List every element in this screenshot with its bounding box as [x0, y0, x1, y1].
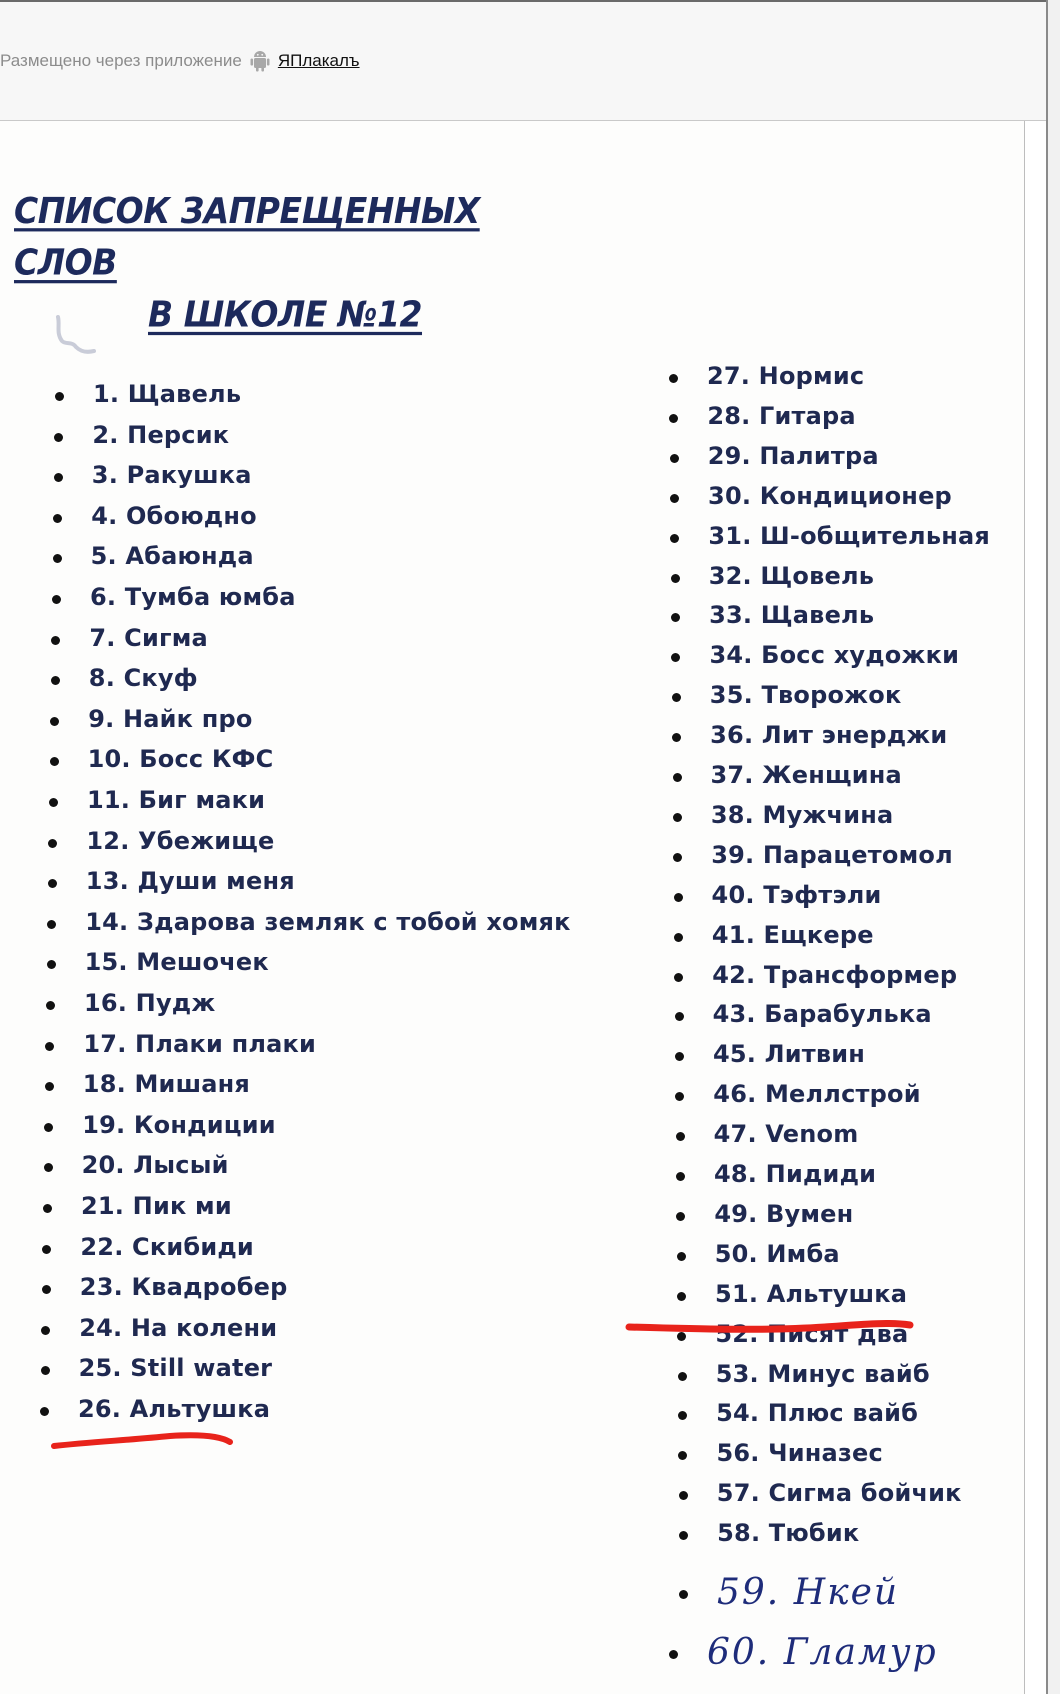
list-item: 28. Гитара	[707, 401, 856, 430]
list-item: 50. Имба	[714, 1239, 840, 1268]
list-item: 21. Пик ми	[81, 1192, 232, 1220]
red-marker-underline-left	[50, 1426, 235, 1456]
list-item: 10. Босс КФС	[87, 745, 274, 774]
list-item: 58. Тюбик	[717, 1519, 860, 1548]
red-marker-strikethrough-right	[625, 1313, 915, 1343]
list-item: 38. Мужчина	[710, 800, 894, 829]
list-item: 3. Ракушка	[91, 461, 252, 490]
list-item: 23. Квадробер	[79, 1273, 288, 1302]
list-item: 32. Щовель	[708, 561, 875, 590]
app-link[interactable]: ЯПлакалъ	[277, 51, 360, 70]
list-item: 24. На колени	[79, 1313, 278, 1342]
list-item: 12. Убежище	[86, 826, 275, 855]
list-item: 57. Сигма бойчик	[716, 1479, 962, 1508]
list-item: 4. Обоюдно	[91, 501, 257, 530]
list-item: 49. Вумен	[714, 1199, 854, 1228]
list-item: 46. Меллстрой	[713, 1080, 921, 1109]
list-item: 19. Кондиции	[82, 1110, 276, 1139]
list-item: 11. Биг маки	[87, 786, 266, 814]
list-item: 2. Персик	[92, 420, 230, 449]
list-item: 8. Скуф	[88, 664, 198, 693]
list-item: 41. Ещкере	[711, 920, 874, 949]
list-item: 40. Тэфтэли	[711, 880, 882, 909]
list-item: 5. Абаюнда	[90, 542, 254, 571]
list-item: 30. Кондиционер	[708, 481, 952, 510]
list-item: 34. Босс художки	[709, 641, 960, 670]
list-item: 35. Творожок	[709, 681, 902, 710]
list-item: 56. Чиназес	[716, 1439, 883, 1468]
list-item: 13. Души меня	[85, 867, 295, 896]
android-icon	[250, 50, 270, 72]
handwritten-list-item: 59. Нкей	[717, 1572, 900, 1613]
list-item: 27. Нормис	[707, 362, 865, 390]
list-item: 14. Здарова земляк с тобой хомяк	[85, 907, 571, 936]
list-item: 36. Лит энерджи	[710, 721, 948, 750]
list-item: 51. Альтушка	[715, 1279, 908, 1308]
list-item: 31. Ш-общительная	[708, 521, 990, 550]
list-item: 6. Тумба юмба	[90, 583, 296, 611]
list-item: 1. Щавель	[93, 380, 242, 408]
list-item: 9. Найк про	[88, 704, 253, 733]
list-item: 53. Минус вайб	[715, 1359, 930, 1388]
list-item: 18. Мишаня	[82, 1070, 251, 1099]
list-item: 7. Сигма	[89, 623, 208, 652]
list-item: 42. Трансформер	[712, 960, 958, 989]
document-photo	[0, 121, 1025, 1694]
title-line-2: В ШКОЛЕ №12	[148, 292, 423, 335]
scroll-gutter[interactable]	[1048, 0, 1060, 1694]
list-item: 43. Барабулька	[712, 1000, 932, 1029]
list-item: 29. Палитра	[707, 441, 879, 470]
list-item: 20. Лысый	[81, 1151, 229, 1180]
list-item: 54. Плюс вайб	[716, 1399, 919, 1428]
list-item: 26. Альтушка	[78, 1395, 271, 1423]
posted-via-line	[0, 49, 360, 73]
list-item: 52. Писят два	[715, 1319, 909, 1348]
pen-scribble	[50, 311, 110, 361]
list-item: 17. Плаки плаки	[83, 1029, 317, 1058]
list-item: 25. Still water	[78, 1354, 273, 1383]
list-item: 15. Мешочек	[84, 948, 269, 977]
post-header	[0, 2, 1046, 121]
handwritten-list-item: 60. Гламур	[707, 1632, 938, 1673]
title-line-1: СПИСОК ЗАПРЕЩЕННЫХ СЛОВ	[14, 189, 480, 284]
list-item: 45. Литвин	[712, 1040, 866, 1069]
list-item: 37. Женщина	[710, 761, 902, 789]
list-item: 39. Парацетомол	[711, 840, 953, 869]
posted-via-text: Размещено через приложение	[0, 51, 242, 70]
list-item: 48. Пидиди	[714, 1160, 877, 1188]
list-item: 47. Venom	[713, 1120, 859, 1149]
list-item: 33. Щавель	[709, 601, 875, 630]
list-item: 22. Скибиди	[80, 1232, 254, 1261]
list-item: 16. Пудж	[84, 989, 216, 1017]
